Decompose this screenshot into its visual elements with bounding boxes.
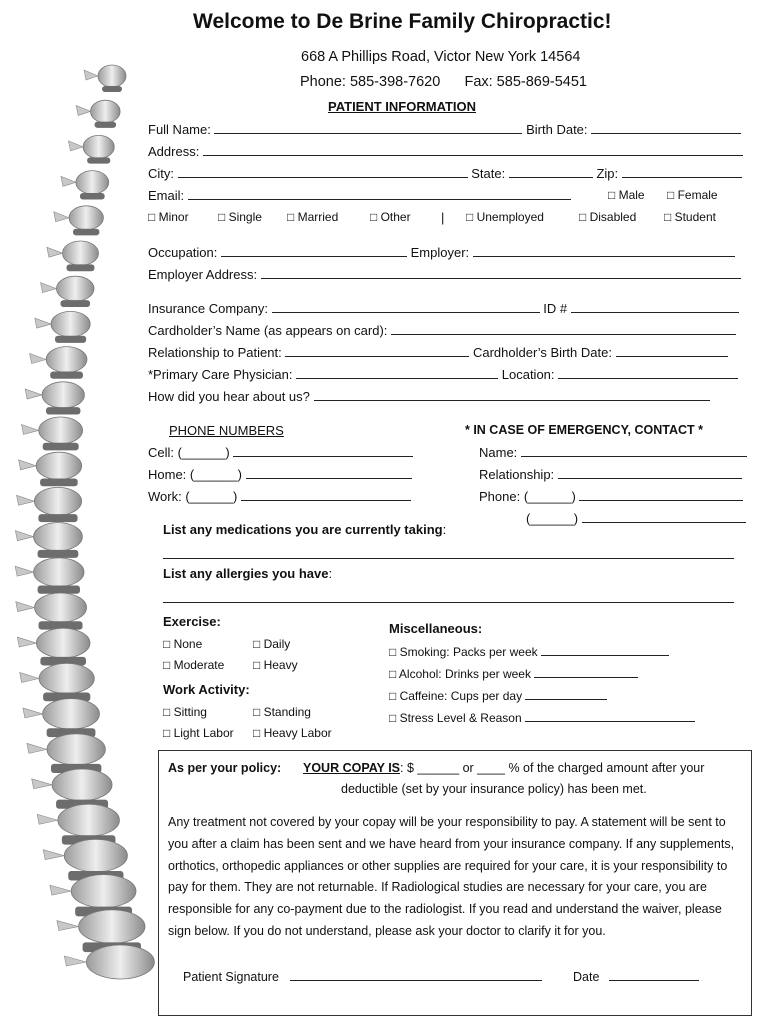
vertebra [64,839,127,872]
vertebra-process [43,850,64,860]
copay-line [303,761,704,775]
vertebra [34,523,83,551]
vertebra [46,347,87,373]
physician-row [148,366,738,382]
emergency-relationship-row [479,466,742,482]
vertebra-process [25,389,42,399]
smoking-row [389,643,669,659]
medications-label [163,522,446,537]
relationship-row [148,344,728,360]
caffeine-row [389,687,607,703]
insurance-company-label: Insurance Company: [148,301,268,316]
vertebra [71,875,136,908]
copay-label: YOUR COPAY IS [303,761,401,775]
address-label: Address: [148,144,200,159]
zip-field[interactable] [622,165,742,178]
stress-row [389,709,695,725]
cardholder-birth-field[interactable] [616,344,728,357]
policy-label: As per your policy: [168,761,282,775]
vertebra-process [84,70,98,80]
exercise-daily-checkbox[interactable]: □ Daily [253,637,291,651]
vertebra-process [32,779,52,789]
email-field[interactable] [188,187,571,200]
work-activity-heading: Work Activity: [163,682,250,697]
emergency-name-row [479,444,747,460]
full-name-field[interactable] [214,121,522,134]
physician-field[interactable] [296,366,498,379]
vertebra [51,311,90,336]
employer-label: Employer: [410,245,470,260]
alcohol-field[interactable] [534,665,638,678]
vertebra-process [27,743,47,753]
exercise-heading: Exercise: [163,614,221,629]
vertebra-process [37,814,58,824]
spinal-disc [66,264,94,271]
relationship-label: Relationship to Patient: [148,345,282,360]
misc-heading: Miscellaneous: [389,621,483,636]
vertebra-process [76,105,90,115]
insurance-company-field[interactable] [272,300,540,313]
standing-checkbox[interactable]: □ Standing [253,705,311,719]
sitting-checkbox[interactable]: □ Sitting [163,705,207,719]
vertebra-process [57,921,79,931]
medications-field[interactable] [163,546,734,559]
copay-line2: deductible (set by your insurance policy) has been met. [341,782,647,796]
relationship-field[interactable] [285,344,469,357]
vertebra-process [15,566,33,576]
stress-field[interactable] [525,709,695,722]
spinal-disc [60,300,90,307]
emergency-name-label: Name: [479,445,518,460]
unemployed-checkbox[interactable]: □ Unemployed [466,210,544,224]
alcohol-checkbox[interactable]: □ Alcohol: Drinks per week [389,667,531,681]
employer-address-field[interactable] [261,266,741,279]
smoking-field[interactable] [541,643,669,656]
spine-illustration [0,55,170,985]
city-row [148,165,742,181]
vertebra [39,663,94,693]
vertebra [36,628,90,658]
vertebra [35,593,87,622]
vertebra [58,804,120,836]
location-label: Location: [501,367,555,382]
status-separator: | [441,210,445,225]
vertebra [86,945,154,979]
copay-text: : $ ______ or ____ % of the charged amount after your [400,761,705,775]
emergency-phone-row [479,488,743,504]
light-labor-checkbox[interactable]: □ Light Labor [163,726,234,740]
spinal-disc [73,229,99,236]
stress-checkbox[interactable]: □ Stress Level & Reason [389,711,522,725]
full-name-label: Full Name: [148,122,211,137]
spinal-disc [40,478,78,486]
spinal-disc [46,407,80,414]
signature-row [183,968,542,984]
emergency-relationship-label: Relationship: [479,467,555,482]
medications-text: List any medications you are currently taking [163,522,443,537]
vertebra-process [15,531,33,541]
page-title: Welcome to De Brine Family Chiropractic! [193,10,612,33]
alcohol-row [389,665,638,681]
location-field[interactable] [558,366,738,379]
cardholder-name-label: Cardholder’s Name (as appears on card): [148,323,388,338]
home-field[interactable] [246,466,412,479]
vertebra-process [16,602,35,612]
state-field[interactable] [509,165,593,178]
caffeine-field[interactable] [525,687,607,700]
allergies-label [163,566,332,581]
work-label: Work: (______) [148,489,238,504]
vertebra-process [20,672,39,682]
work-row [148,488,411,504]
email-label: Email: [148,188,185,203]
physician-label: *Primary Care Physician: [148,367,293,382]
emergency-relationship-field[interactable] [558,466,742,479]
vertebra [79,910,145,944]
id-field[interactable] [571,300,739,313]
city-label: City: [148,166,174,181]
emergency-phone-label: Phone: (______) [479,489,576,504]
cell-field[interactable] [233,444,413,457]
vertebra [36,452,82,479]
cardholder-birth-label: Cardholder’s Birth Date: [472,345,612,360]
vertebra-process [17,495,35,505]
cardholder-name-row [148,322,736,338]
vertebra-process [23,708,43,718]
other-checkbox[interactable]: □ Other [370,210,411,224]
vertebra-process [35,318,51,328]
spinal-disc [43,443,79,451]
city-field[interactable] [178,165,468,178]
emergency-name-field[interactable] [521,444,747,457]
referral-row [148,388,710,404]
allergies-colon: : [328,566,333,581]
married-checkbox[interactable]: □ Married [287,210,339,224]
section-title: PATIENT INFORMATION [328,99,477,114]
referral-field[interactable] [314,388,710,401]
vertebra-process [54,212,69,222]
employer-field[interactable] [473,244,735,257]
exercise-moderate-checkbox[interactable]: □ Moderate [163,658,225,672]
heavy-labor-checkbox[interactable]: □ Heavy Labor [253,726,332,740]
spinal-disc [80,193,105,199]
vertebra-process [61,176,76,186]
cell-label: Cell: (______) [148,445,230,460]
vertebra-process [50,885,71,895]
vertebra-process [19,460,37,470]
home-label: Home: (______) [148,467,242,482]
spinal-disc [38,550,79,558]
spinal-disc [38,514,77,522]
occupation-row [148,244,735,260]
emergency-heading: * IN CASE OF EMERGENCY, CONTACT * [465,423,703,437]
employer-address-row [148,266,741,282]
disabled-checkbox[interactable]: □ Disabled [579,210,637,224]
date-row [573,968,699,984]
medications-colon: : [442,522,447,537]
male-checkbox[interactable]: □ Male [608,188,645,202]
spinal-disc [102,86,122,92]
work-field[interactable] [241,488,411,501]
vertebra-process [17,637,36,647]
vertebra [98,65,126,87]
cell-row [148,444,413,460]
employer-address-label: Employer Address: [148,267,258,282]
referral-label: How did you hear about us? [148,389,310,404]
emergency-phone2-label: (______) [526,511,579,526]
exercise-none-checkbox[interactable]: □ None [163,637,203,651]
clinic-address: 668 A Phillips Road, Victor New York 14564 [301,49,581,65]
smoking-checkbox[interactable]: □ Smoking: Packs per week [389,645,538,659]
vertebra-process [30,354,47,364]
vertebra [69,206,103,230]
vertebra [39,417,83,444]
spinal-disc [50,371,83,378]
signature-field[interactable] [290,968,542,981]
allergies-text: List any allergies you have [163,566,329,581]
vertebra-process [47,247,63,257]
emergency-phone2-row [526,510,746,526]
vertebra [43,699,100,730]
allergies-field[interactable] [163,590,734,603]
address-row [148,143,743,159]
vertebra-process [41,283,57,293]
vertebra-process [64,956,86,966]
vertebra-process [21,424,38,434]
address-field[interactable] [203,143,743,156]
home-row [148,466,412,482]
emergency-phone-field[interactable] [579,488,743,501]
state-label: State: [471,166,506,181]
date-field[interactable] [609,968,699,981]
spinal-disc [55,336,86,343]
spinal-disc [87,157,110,163]
female-checkbox[interactable]: □ Female [667,188,718,202]
emergency-phone2-field[interactable] [582,510,746,523]
student-checkbox[interactable]: □ Student [664,210,716,224]
exercise-heavy-checkbox[interactable]: □ Heavy [253,658,298,672]
occupation-label: Occupation: [148,245,218,260]
vertebra [34,487,81,515]
spinal-disc [95,122,117,128]
single-checkbox[interactable]: □ Single [218,210,262,224]
signature-label: Patient Signature [183,970,279,984]
vertebra [47,734,105,765]
vertebra [42,382,84,408]
zip-label: Zip: [596,166,619,181]
vertebra [83,135,114,158]
minor-checkbox[interactable]: □ Minor [148,210,189,224]
cardholder-name-field[interactable] [391,322,736,335]
birth-date-label: Birth Date: [526,122,588,137]
date-label: Date [573,970,600,984]
vertebra [52,769,112,801]
clinic-phone-fax: Phone: 585-398-7620 Fax: 585-869-5451 [300,74,587,90]
phone-numbers-heading: PHONE NUMBERS [169,423,284,438]
vertebra [34,558,84,587]
occupation-field[interactable] [221,244,407,257]
spinal-disc [38,586,80,594]
vertebra [56,276,94,301]
full-name-row [148,121,741,137]
vertebra [91,100,121,122]
policy-paragraph: Any treatment not covered by your copay will be your responsibility to pay. A statement will be sent to you after a claim has been sent and we have heard from your insurance company. If any supplements, orthotics, orthopedic appliances or other supplies are required for your care, it is your responsibility to pay for them. They are not returnable. If Radiological studies are necessary for your care, you are responsible for any co-payment due to the radiologist. If you read and understand the waiver, please sign below. If you do not understand, please ask your doctor to clarify it for you. [168,815,735,938]
birth-date-field[interactable] [591,121,741,134]
email-row [148,187,571,203]
caffeine-checkbox[interactable]: □ Caffeine: Cups per day [389,689,523,703]
vertebra [76,171,109,194]
id-label: ID # [543,301,568,316]
vertebra [62,241,98,265]
insurance-row [148,300,739,316]
vertebra-process [68,141,83,151]
